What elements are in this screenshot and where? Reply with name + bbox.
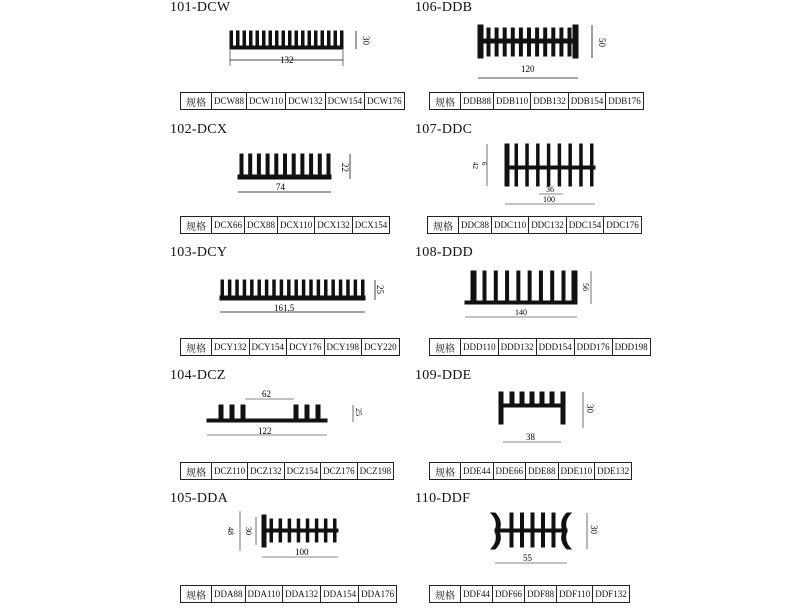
spec-table bbox=[180, 92, 405, 110]
spec-table bbox=[429, 462, 632, 480]
fin bbox=[569, 144, 572, 166]
fin bbox=[503, 28, 506, 56]
panel-title: 108-DDD bbox=[415, 245, 474, 260]
fin bbox=[552, 28, 555, 56]
panel-106-ddb bbox=[415, 0, 800, 120]
fin bbox=[275, 154, 278, 175]
spec-cell: DDD132 bbox=[498, 339, 536, 356]
fin bbox=[315, 519, 318, 529]
heatsink-drawing bbox=[415, 491, 645, 586]
fin bbox=[258, 280, 261, 296]
spec-table bbox=[429, 585, 630, 603]
fin bbox=[539, 271, 542, 301]
spec-cell: DCZ110 bbox=[212, 463, 248, 480]
spec-cell: DDD198 bbox=[612, 339, 650, 356]
spec-cell: DDB132 bbox=[531, 93, 569, 110]
fin bbox=[537, 169, 540, 186]
spec-cell: DDB154 bbox=[568, 93, 606, 110]
fin bbox=[276, 31, 279, 46]
fin bbox=[517, 271, 520, 301]
fin bbox=[542, 513, 545, 529]
panel-107-ddc bbox=[415, 122, 800, 242]
spec-table bbox=[180, 216, 390, 234]
fin bbox=[228, 280, 231, 296]
spec-label: 规格 bbox=[430, 586, 461, 603]
fin bbox=[568, 28, 571, 56]
fin bbox=[591, 144, 594, 166]
heatsink-drawing bbox=[415, 245, 645, 335]
fin bbox=[263, 31, 266, 46]
spec-label: 规格 bbox=[181, 217, 212, 234]
heatsink-drawing bbox=[170, 491, 400, 586]
spec-cell: DCW176 bbox=[365, 93, 405, 110]
spec-cell: DCZ198 bbox=[357, 463, 394, 480]
fin bbox=[521, 532, 524, 547]
spec-cell: DDB88 bbox=[461, 93, 494, 110]
spec-table bbox=[180, 338, 400, 356]
fin bbox=[341, 31, 344, 46]
panel-110-ddf bbox=[415, 491, 800, 611]
spec-table bbox=[427, 216, 642, 234]
dim-height: 42 bbox=[471, 162, 479, 169]
fin bbox=[334, 532, 337, 542]
spec-cell: DDD176 bbox=[574, 339, 612, 356]
spec-cell: DCW110 bbox=[247, 93, 286, 110]
spec-cell: DCX88 bbox=[245, 217, 278, 234]
fin bbox=[528, 271, 531, 301]
heatsink-drawing bbox=[170, 122, 400, 212]
fin bbox=[558, 144, 561, 166]
dim-height: 22 bbox=[340, 163, 350, 172]
fin bbox=[317, 280, 320, 296]
spec-cell: DCX66 bbox=[212, 217, 245, 234]
fin bbox=[591, 169, 594, 186]
fin bbox=[237, 31, 240, 46]
fin bbox=[302, 31, 305, 46]
spec-cell: DCZ154 bbox=[284, 463, 321, 480]
panel-title: 107-DDC bbox=[415, 122, 473, 137]
spec-cell: DDE44 bbox=[461, 463, 494, 480]
spec-cell: DCZ132 bbox=[248, 463, 285, 480]
fin bbox=[547, 169, 550, 186]
dim-height: 30 bbox=[585, 404, 595, 413]
fin bbox=[240, 154, 243, 175]
spec-cell: DDB110 bbox=[494, 93, 531, 110]
fin bbox=[266, 154, 269, 175]
fin bbox=[324, 519, 327, 529]
spec-cell: DCX154 bbox=[352, 217, 390, 234]
spec-cell: DDA154 bbox=[321, 586, 359, 603]
fin bbox=[558, 169, 561, 186]
fin bbox=[292, 154, 295, 175]
spec-cell: DCZ176 bbox=[321, 463, 358, 480]
fin bbox=[310, 280, 313, 296]
fin bbox=[284, 154, 287, 175]
fin bbox=[270, 519, 273, 529]
fin bbox=[325, 280, 328, 296]
dim-height: 30 bbox=[589, 525, 599, 534]
dim-width: 122 bbox=[258, 426, 272, 436]
fin bbox=[552, 532, 555, 547]
spec-cell: DDF88 bbox=[525, 586, 557, 603]
fin bbox=[526, 144, 529, 166]
fin bbox=[537, 144, 540, 166]
fin bbox=[257, 154, 260, 175]
dim-height: 50 bbox=[597, 38, 607, 47]
heatsink-drawing bbox=[415, 122, 645, 212]
fin bbox=[279, 532, 282, 542]
fin bbox=[230, 31, 233, 46]
fin bbox=[519, 28, 522, 56]
fin bbox=[236, 280, 239, 296]
spec-cell: DCY220 bbox=[362, 339, 400, 356]
fin bbox=[506, 271, 509, 301]
spec-cell: DCY154 bbox=[249, 339, 287, 356]
profile-outline bbox=[220, 280, 365, 300]
heatsink-drawing bbox=[415, 0, 645, 90]
dim-width: 140 bbox=[515, 308, 527, 317]
fin bbox=[301, 154, 304, 175]
spec-cell: DDD110 bbox=[461, 339, 499, 356]
dim-height: 25 bbox=[354, 408, 363, 416]
fin bbox=[580, 169, 583, 186]
spec-cell: DDF132 bbox=[593, 586, 630, 603]
spec-cell: DDA176 bbox=[359, 586, 397, 603]
spec-label: 规格 bbox=[181, 586, 212, 603]
panel-title: 110-DDF bbox=[415, 491, 471, 506]
spec-table bbox=[429, 338, 651, 356]
fin bbox=[347, 280, 350, 296]
fin bbox=[270, 532, 273, 542]
profile-outline bbox=[505, 144, 595, 186]
dim-height: 56 bbox=[581, 283, 590, 291]
spec-cell: DDB176 bbox=[606, 93, 644, 110]
profile-outline bbox=[465, 271, 577, 304]
fin bbox=[569, 169, 572, 186]
dim-width: 100 bbox=[543, 195, 555, 204]
fin bbox=[328, 31, 331, 46]
panel-title: 103-DCY bbox=[170, 245, 228, 260]
dim-width: 132 bbox=[280, 55, 294, 65]
profile-outline bbox=[207, 405, 327, 422]
spec-label: 规格 bbox=[181, 463, 212, 480]
fin bbox=[362, 280, 365, 296]
fin bbox=[511, 28, 514, 56]
spec-cell: DDC132 bbox=[529, 217, 567, 234]
fin bbox=[256, 31, 259, 46]
fin bbox=[531, 532, 534, 547]
spec-cell: DCY132 bbox=[212, 339, 250, 356]
profile-outline bbox=[491, 513, 571, 549]
spec-label: 规格 bbox=[430, 463, 461, 480]
spec-cell: DCW132 bbox=[286, 93, 326, 110]
panel-title: 102-DCX bbox=[170, 122, 228, 137]
fin bbox=[249, 154, 252, 175]
fin bbox=[531, 513, 534, 529]
panel-title: 106-DDB bbox=[415, 0, 473, 15]
fin bbox=[221, 280, 224, 296]
fin bbox=[279, 519, 282, 529]
fin bbox=[526, 169, 529, 186]
fin bbox=[295, 31, 298, 46]
fin bbox=[315, 532, 318, 542]
fin bbox=[580, 144, 583, 166]
fin bbox=[297, 519, 300, 529]
spec-cell: DDC88 bbox=[459, 217, 492, 234]
spec-cell: DDD154 bbox=[536, 339, 574, 356]
heatsink-drawing bbox=[170, 0, 400, 90]
spec-cell: DDE110 bbox=[558, 463, 595, 480]
fin bbox=[295, 280, 298, 296]
dim-gap: 62 bbox=[262, 389, 271, 399]
panel-title: 104-DCZ bbox=[170, 368, 226, 383]
spec-table bbox=[429, 92, 644, 110]
fin bbox=[269, 31, 272, 46]
spec-cell: DCX110 bbox=[278, 217, 315, 234]
spec-label: 规格 bbox=[181, 93, 212, 110]
fin bbox=[297, 532, 300, 542]
spec-cell: DDE88 bbox=[526, 463, 559, 480]
fin bbox=[551, 271, 554, 301]
fin bbox=[302, 280, 305, 296]
profile-outline bbox=[478, 25, 578, 58]
fin bbox=[552, 513, 555, 529]
fin bbox=[515, 169, 518, 186]
spec-cell: DDC154 bbox=[566, 217, 604, 234]
dim-width: 74 bbox=[276, 182, 285, 192]
fin bbox=[282, 31, 285, 46]
fin bbox=[495, 28, 498, 56]
dim-outer-height: 48 bbox=[226, 527, 235, 535]
profile-outline bbox=[499, 392, 565, 424]
dim-height: 30 bbox=[244, 527, 253, 535]
spec-cell: DDF44 bbox=[461, 586, 493, 603]
fin bbox=[494, 271, 497, 301]
spec-table bbox=[180, 585, 397, 603]
fin bbox=[544, 28, 547, 56]
fin bbox=[510, 513, 513, 529]
fin bbox=[547, 144, 550, 166]
spec-cell: DCW88 bbox=[212, 93, 247, 110]
spec-cell: DDE132 bbox=[595, 463, 632, 480]
dim-width: 161.5 bbox=[274, 303, 295, 313]
fin bbox=[487, 28, 490, 56]
fin bbox=[243, 31, 246, 46]
spec-cell: DCY198 bbox=[324, 339, 362, 356]
panel-109-dde bbox=[415, 368, 800, 488]
fin bbox=[315, 31, 318, 46]
spec-cell: DDC110 bbox=[492, 217, 529, 234]
fin bbox=[515, 144, 518, 166]
profile-outline bbox=[262, 515, 338, 547]
spec-cell: DDA88 bbox=[212, 586, 246, 603]
fin bbox=[306, 532, 309, 542]
fin bbox=[536, 28, 539, 56]
dim-width: 38 bbox=[526, 432, 535, 442]
dim-gap: 6 bbox=[480, 162, 488, 166]
panel-title: 101-DCW bbox=[170, 0, 231, 15]
dim-inner: 36 bbox=[546, 185, 554, 194]
spec-label: 规格 bbox=[428, 217, 459, 234]
fin bbox=[280, 280, 283, 296]
panel-title: 109-DDE bbox=[415, 368, 472, 383]
fin bbox=[542, 532, 545, 547]
panel-title: 105-DDA bbox=[170, 491, 229, 506]
spec-label: 规格 bbox=[430, 339, 461, 356]
spec-cell: DDC176 bbox=[604, 217, 642, 234]
fin bbox=[318, 154, 321, 175]
spec-cell: DDA132 bbox=[283, 586, 321, 603]
dim-width: 120 bbox=[521, 64, 535, 74]
fin bbox=[273, 280, 276, 296]
fin bbox=[334, 519, 337, 529]
spec-cell: DDA110 bbox=[245, 586, 283, 603]
fin bbox=[339, 280, 342, 296]
profile-outline bbox=[230, 31, 343, 49]
spec-cell: DDF110 bbox=[557, 586, 593, 603]
fin bbox=[354, 280, 357, 296]
fin bbox=[265, 280, 268, 296]
fin bbox=[288, 532, 291, 542]
fin bbox=[521, 513, 524, 529]
heatsink-drawing bbox=[170, 245, 400, 335]
fin bbox=[327, 154, 330, 175]
fin bbox=[510, 532, 513, 547]
fin bbox=[321, 31, 324, 46]
fin bbox=[289, 31, 292, 46]
spec-table bbox=[180, 462, 394, 480]
dim-width: 100 bbox=[295, 547, 309, 557]
dim-height: 30 bbox=[361, 36, 371, 45]
fin bbox=[562, 271, 565, 301]
profile-outline bbox=[238, 154, 331, 179]
spec-label: 规格 bbox=[430, 93, 461, 110]
fin bbox=[288, 519, 291, 529]
fin bbox=[250, 31, 253, 46]
spec-cell: DCW154 bbox=[325, 93, 365, 110]
fin bbox=[483, 271, 486, 301]
spec-label: 规格 bbox=[181, 339, 212, 356]
heatsink-drawing bbox=[170, 368, 400, 458]
fin bbox=[243, 280, 246, 296]
panel-108-ddd bbox=[415, 245, 800, 365]
heatsink-drawing bbox=[415, 368, 645, 458]
fin bbox=[308, 31, 311, 46]
dim-width: 55 bbox=[523, 553, 532, 563]
spec-cell: DDF66 bbox=[493, 586, 525, 603]
spec-cell: DCY176 bbox=[287, 339, 325, 356]
spec-cell: DCX132 bbox=[315, 217, 353, 234]
fin bbox=[334, 31, 337, 46]
fin bbox=[528, 28, 531, 56]
fin bbox=[324, 532, 327, 542]
dim-height: 25 bbox=[375, 285, 385, 294]
fin bbox=[306, 519, 309, 529]
spec-cell: DDE66 bbox=[493, 463, 526, 480]
fin bbox=[288, 280, 291, 296]
fin bbox=[332, 280, 335, 296]
fin bbox=[251, 280, 254, 296]
fin bbox=[310, 154, 313, 175]
fin bbox=[560, 28, 563, 56]
